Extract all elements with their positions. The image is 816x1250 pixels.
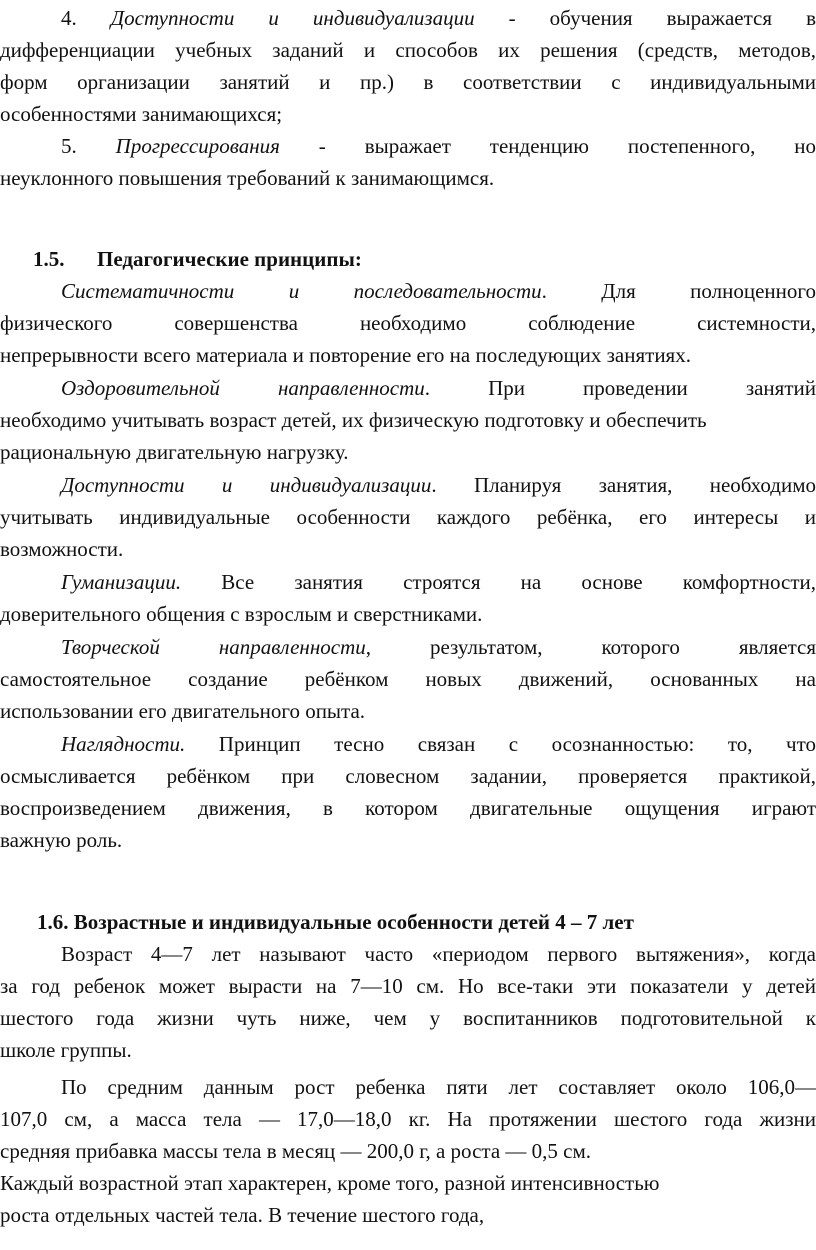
text-line: необходимо учитывать возраст детей, их физическую подготовку и обеспечить xyxy=(0,408,707,432)
principle-humanization-line xyxy=(0,566,816,598)
section-heading-1-6: 1.6. Возрастные и индивидуальные особенности детей 4 – 7 лет xyxy=(37,910,634,934)
principle-visual-line xyxy=(0,728,816,760)
principle-5-line xyxy=(0,130,816,162)
section-heading-1-5 xyxy=(33,243,816,275)
text-span: . При проведении занятий xyxy=(424,376,816,400)
text-span: , результатом, которого является xyxy=(365,635,816,659)
principle-term: Наглядности. xyxy=(61,732,186,756)
text-line: неуклонного повышения требований к занимающимся. xyxy=(0,166,495,190)
text-line: По средним данным рост ребенка пяти лет составляет около 106,0— xyxy=(61,1075,816,1099)
principle-term: Прогрессирования xyxy=(115,134,280,158)
text-line: важную роль. xyxy=(0,828,123,852)
principle-term: Оздоровительной направленности xyxy=(61,376,425,400)
text-line: рациональную двигательную нагрузку. xyxy=(0,440,349,464)
principle-systematic-line xyxy=(0,275,816,307)
text-span: Принцип тесно связан с осознанностью: то, что xyxy=(185,732,816,756)
list-number: 4. xyxy=(61,6,111,30)
text-line: средняя прибавка массы тела в месяц — 200,0 г, а роста — 0,5 см. xyxy=(0,1139,592,1163)
text-line: возможности. xyxy=(0,537,124,561)
principle-accessibility-line xyxy=(0,469,816,501)
text-span: - выражает тенденцию постепенного, но xyxy=(279,134,816,158)
principle-4-line xyxy=(0,2,816,34)
text-line: Возраст 4—7 лет называют часто «периодом первого вытяжения», когда xyxy=(61,942,816,966)
text-line: шестого года жизни чуть ниже, чем у воспитанников подготовительной к xyxy=(0,1006,816,1030)
text-line: самостоятельное создание ребёнком новых движений, основанных на xyxy=(0,667,816,691)
text-line: учитывать индивидуальные особенности каждого ребёнка, его интересы и xyxy=(0,505,816,529)
text-line: роста отдельных частей тела. В течение шестого года, xyxy=(0,1203,485,1227)
section-title: Педагогические принципы: xyxy=(97,247,362,271)
principle-term: Доступности и индивидуализации xyxy=(110,6,475,30)
principle-term: Творческой направленности xyxy=(61,635,366,659)
text-line: Каждый возрастной этап характерен, кроме того, разной интенсивностью xyxy=(0,1171,660,1195)
section-number: 1.5. xyxy=(33,247,65,271)
text-line: использовании его двигательного опыта. xyxy=(0,699,366,723)
text-span: - обучения выражается в xyxy=(474,6,816,30)
text-line: дифференциации учебных заданий и способов их решения (средств, методов, xyxy=(0,38,816,62)
text-line: форм организации занятий и пр.) в соответствии с индивидуальными xyxy=(0,70,816,94)
text-line: непрерывности всего материала и повторение его на последующих занятиях. xyxy=(0,343,691,367)
principle-creative-line xyxy=(0,631,816,663)
text-line: школе группы. xyxy=(0,1038,132,1062)
principle-term: Доступности и индивидуализации xyxy=(61,473,432,497)
text-span: . Планируя занятия, необходимо xyxy=(431,473,816,497)
text-line: доверительного общения с взрослым и сверстниками. xyxy=(0,602,483,626)
text-line: воспроизведением движения, в котором двигательные ощущения играют xyxy=(0,796,816,820)
text-span: Все занятия строятся на основе комфортности, xyxy=(181,570,816,594)
text-line: 107,0 см, а масса тела — 17,0—18,0 кг. На протяжении шестого года жизни xyxy=(0,1107,816,1131)
principle-health-line xyxy=(0,372,816,404)
text-line: за год ребенок может вырасти на 7—10 см. Но все-таки эти показатели у детей xyxy=(0,974,816,998)
principle-term: Гуманизации. xyxy=(61,570,182,594)
text-line: особенностями занимающихся; xyxy=(0,102,283,126)
text-line: осмысливается ребёнком при словесном задании, проверяется практикой, xyxy=(0,764,816,788)
principle-term: Систематичности и последовательности xyxy=(61,279,542,303)
text-span: . Для полноценного xyxy=(541,279,816,303)
text-line: физического совершенства необходимо соблюдение системности, xyxy=(0,311,816,335)
list-number: 5. xyxy=(61,134,116,158)
